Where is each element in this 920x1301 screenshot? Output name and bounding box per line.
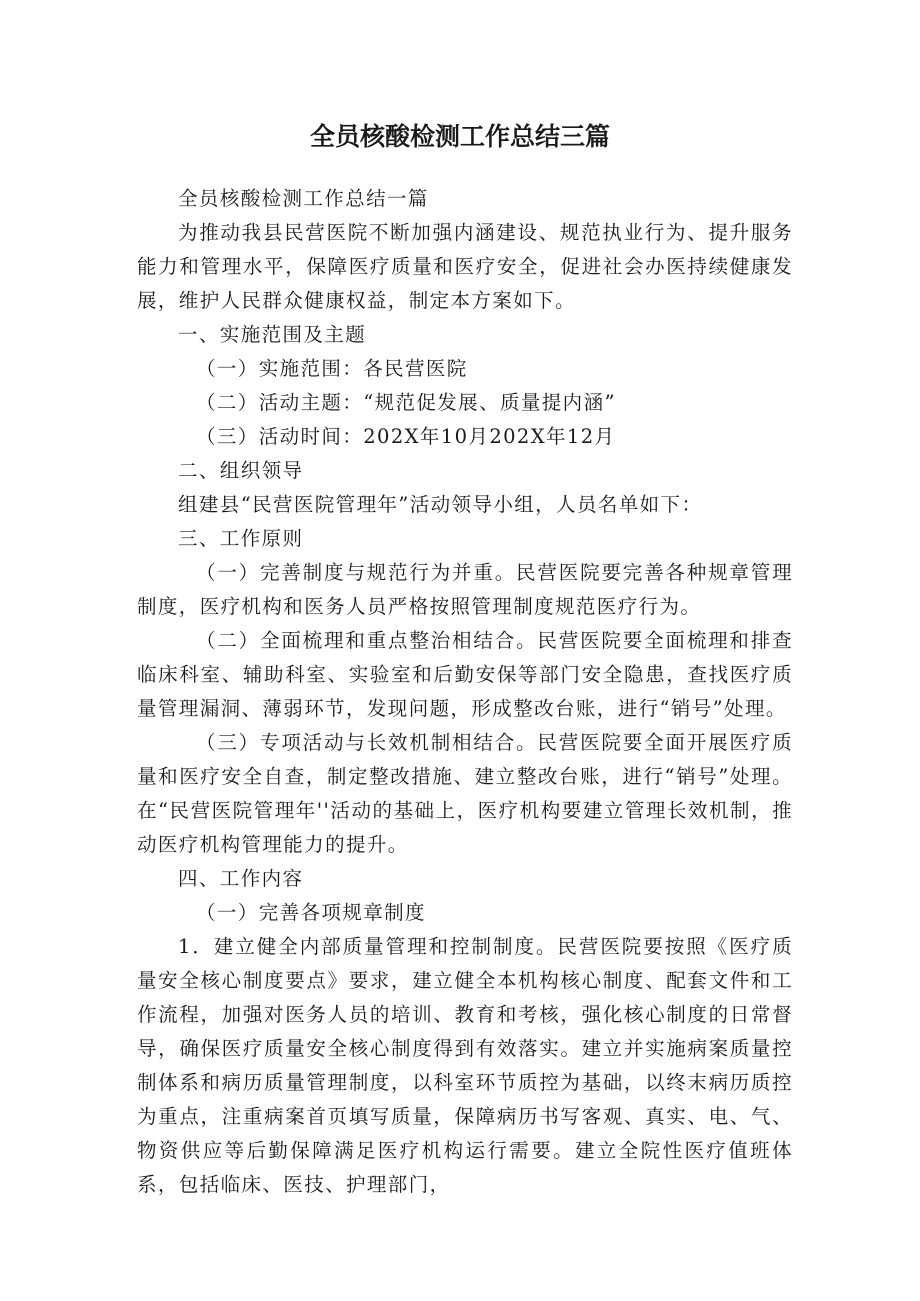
section-subtitle: 全员核酸检测工作总结一篇: [178, 187, 429, 210]
content-subheading: （一）完善各项规章制度: [196, 901, 426, 924]
item-time: （三）活动时间：202X年10月202X年12月: [196, 425, 616, 448]
heading-leadership: 二、组织领导: [178, 459, 304, 482]
content-item-1: 1．建立健全内部质量管理和控制制度。民营医院要按照《医疗质量安全核心制度要点》要求，建立健全本机构核心制度、配套文件和工作流程，加强对医务人员的培训、教育和考核，强化核心制度的日常督导，确保医疗质量安全核心制度得到有效落实。建立并实施病案质量控制体系和病历质量管理制度，以科室环节质控为基础，以终末病历质控为重点，注重病案首页填写质量，保障病历书写客观、真实、电、气、物资供应等后勤保障满足医疗机构运行需要。建立全院性医疗值班体系，包括临床、医技、护理部门，: [137, 935, 793, 1196]
intro-paragraph: 为推动我县民营医院不断加强内涵建设、规范执业行为、提升服务能力和管理水平，保障医疗质量和医疗安全，促进社会办医持续健康发展，维护人民群众健康权益，制定本方案如下。: [137, 221, 793, 312]
item-theme: （二）活动主题：“规范促发展、质量提内涵”: [196, 391, 616, 414]
document-body: [137, 182, 793, 1202]
principle-1: （一）完善制度与规范行为并重。民营医院要完善各种规章管理制度，医疗机构和医务人员严格按照管理制度规范医疗行为。: [137, 561, 793, 618]
heading-content: 四、工作内容: [178, 867, 304, 890]
document-title: 全员核酸检测工作总结三篇: [309, 122, 610, 151]
item-scope: （一）实施范围：各民营医院: [196, 357, 468, 380]
heading-principles: 三、工作原则: [178, 527, 304, 550]
leadership-paragraph: 组建县“民营医院管理年”活动领导小组，人员名单如下：: [178, 493, 703, 516]
principle-2: （二）全面梳理和重点整治相结合。民营医院要全面梳理和排查临床科室、辅助科室、实验室和后勤安保等部门安全隐患，查找医疗质量管理漏洞、薄弱环节，发现问题，形成整改台账，进行“销号”处理。: [137, 629, 793, 720]
heading-scope: 一、实施范围及主题: [178, 323, 367, 346]
principle-3: （三）专项活动与长效机制相结合。民营医院要全面开展医疗质量和医疗安全自查，制定整改措施、建立整改台账，进行“销号”处理。在“民营医院管理年''活动的基础上，医疗机构要建立管理长效机制，推动医疗机构管理能力的提升。: [137, 731, 793, 856]
